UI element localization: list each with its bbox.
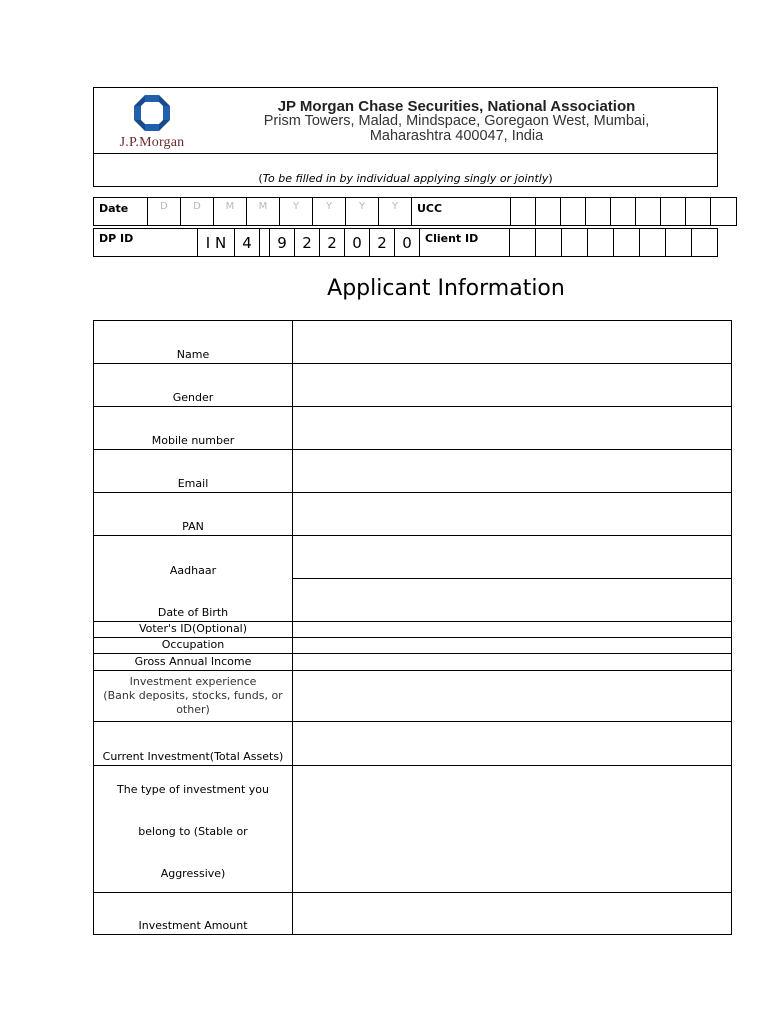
ucc-box[interactable] xyxy=(636,198,661,226)
dp-id-digit: 2 xyxy=(320,229,345,257)
date-box-day-1[interactable]: D xyxy=(148,198,181,226)
investment-type-field[interactable] xyxy=(293,766,732,893)
company-address-line1: Prism Towers, Malad, Mindspace, Goregaon West, Mumbai, xyxy=(263,113,650,129)
ucc-box[interactable] xyxy=(536,198,561,226)
field-label-voter-id: Voter's ID(Optional) xyxy=(94,622,293,638)
applicant-info-table xyxy=(93,320,732,935)
date-box-year-3[interactable]: Y xyxy=(346,198,379,226)
gender-field[interactable] xyxy=(293,364,732,407)
field-label-mobile: Mobile number xyxy=(94,407,293,450)
investment-amount-field[interactable] xyxy=(293,893,732,935)
logo-text: J.P.Morgan xyxy=(119,135,185,150)
client-id-box[interactable] xyxy=(510,229,536,257)
client-id-box[interactable] xyxy=(562,229,588,257)
client-id-box[interactable] xyxy=(692,229,718,257)
company-address-line2: Maharashtra 400047, India xyxy=(369,128,544,144)
form-header xyxy=(93,87,718,187)
current-investment-field[interactable] xyxy=(293,722,732,766)
dp-id-digit: 2 xyxy=(370,229,395,257)
date-box-year-1[interactable]: Y xyxy=(280,198,313,226)
client-id-box[interactable] xyxy=(614,229,640,257)
field-label-investment-amount: Investment Amount xyxy=(94,893,293,935)
company-name: JP Morgan Chase Securities, National Association xyxy=(277,98,636,115)
client-id-box[interactable] xyxy=(640,229,666,257)
dp-id-prefix: I N xyxy=(198,229,235,257)
dp-id-spacer xyxy=(260,229,270,257)
field-label-investment-experience: Investment experience (Bank deposits, stocks, funds, or other) xyxy=(94,671,293,722)
ucc-label: UCC xyxy=(412,198,511,226)
field-label-aadhaar: Aadhaar xyxy=(94,536,293,579)
company-block xyxy=(234,99,679,144)
field-label-email: Email xyxy=(94,450,293,493)
ucc-box[interactable] xyxy=(611,198,636,226)
dp-id-digit: 4 xyxy=(235,229,260,257)
fill-instruction: (To be filled in by individual applying singly or jointly) xyxy=(258,172,553,185)
gross-annual-income-field[interactable] xyxy=(293,654,732,671)
pan-field[interactable] xyxy=(293,493,732,536)
name-field[interactable] xyxy=(293,321,732,364)
field-label-name: Name xyxy=(94,321,293,364)
date-box-year-4[interactable]: Y xyxy=(379,198,412,226)
dp-id-digit: 0 xyxy=(395,229,420,257)
field-label-investment-type: The type of investment you belong to (Stable or Aggressive) xyxy=(94,766,293,893)
ucc-box[interactable] xyxy=(511,198,536,226)
voter-id-field[interactable] xyxy=(293,622,732,638)
aadhaar-field[interactable] xyxy=(293,536,732,579)
date-box-month-1[interactable]: M xyxy=(214,198,247,226)
client-id-label: Client ID xyxy=(420,229,510,257)
client-id-box[interactable] xyxy=(536,229,562,257)
octagon-logo-icon xyxy=(134,95,170,131)
dp-id-digit: 2 xyxy=(295,229,320,257)
header-divider xyxy=(94,153,717,154)
field-label-pan: PAN xyxy=(94,493,293,536)
field-label-dob: Date of Birth xyxy=(94,579,293,622)
mobile-number-field[interactable] xyxy=(293,407,732,450)
field-label-gender: Gender xyxy=(94,364,293,407)
dp-client-row xyxy=(93,228,718,257)
dp-id-digit: 9 xyxy=(270,229,295,257)
date-of-birth-field[interactable] xyxy=(293,579,732,622)
investment-experience-field[interactable] xyxy=(293,671,732,722)
field-label-current-investment: Current Investment(Total Assets) xyxy=(94,722,293,766)
occupation-field[interactable] xyxy=(293,638,732,654)
ucc-box[interactable] xyxy=(686,198,711,226)
client-id-box[interactable] xyxy=(666,229,692,257)
date-box-month-2[interactable]: M xyxy=(247,198,280,226)
field-label-occupation: Occupation xyxy=(94,638,293,654)
ucc-box[interactable] xyxy=(661,198,686,226)
ucc-box[interactable] xyxy=(561,198,586,226)
jpmorgan-logo xyxy=(112,95,192,151)
client-id-box[interactable] xyxy=(588,229,614,257)
date-ucc-row xyxy=(93,197,737,226)
date-label: Date xyxy=(94,198,148,226)
dp-id-digit: 0 xyxy=(345,229,370,257)
date-box-day-2[interactable]: D xyxy=(181,198,214,226)
ucc-box[interactable] xyxy=(586,198,611,226)
date-box-year-2[interactable]: Y xyxy=(313,198,346,226)
ucc-box[interactable] xyxy=(711,198,737,226)
field-label-income: Gross Annual Income xyxy=(94,654,293,671)
dp-id-label: DP ID xyxy=(94,229,198,257)
page-title: Applicant Information xyxy=(327,276,565,301)
email-field[interactable] xyxy=(293,450,732,493)
